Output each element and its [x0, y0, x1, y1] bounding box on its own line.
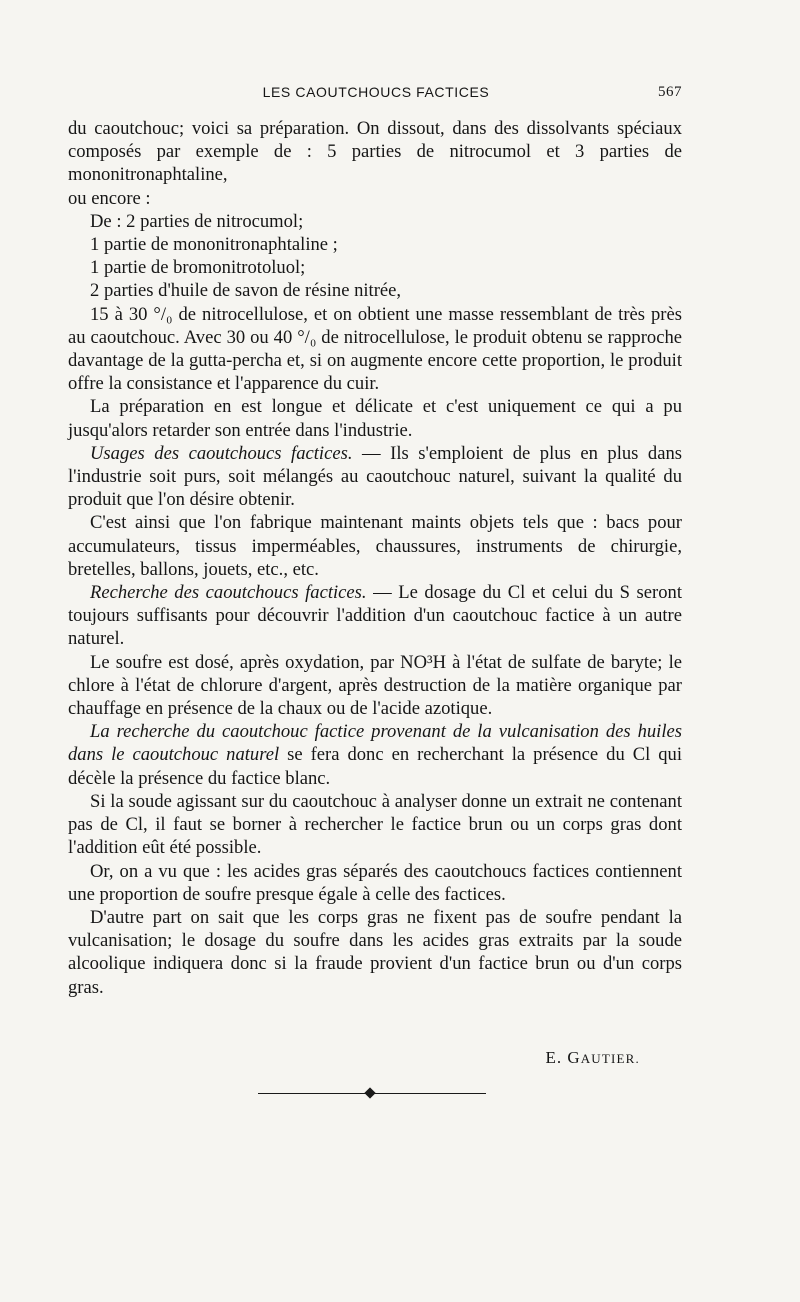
author-signature [546, 1048, 640, 1068]
section-title-usages: Usages des caoutchoucs factices. [90, 442, 353, 464]
paragraph-10: Si la soude agissant sur du caoutchouc à analyser donne un extrait ne contenant pas de Cl, il faut se borner à rechercher le factice brun ou un corps gras dont l'addition eût été possible. [68, 790, 682, 859]
paragraph-5-text: — Ils s'emploient de plus en plus dans l'industrie soit purs, soit mélangés au caoutchouc naturel, suivant la qualité du produit que l'on désire obtenir. [68, 442, 683, 511]
paragraph-7 [68, 581, 682, 651]
paragraph-1: du caoutchouc; voici sa préparation. On dissout, dans des dissolvants spéciaux composés par exemple de : 5 parties de nitrocumol et 3 parties de mononitronaphtaline, [68, 118, 682, 186]
running-header [70, 84, 682, 110]
paragraph-2: ou encore : [68, 187, 151, 209]
diamond-icon [364, 1087, 375, 1098]
paragraph-4: La préparation en est longue et délicate et c'est uniquement ce qui a pu jusqu'alors retarder son entrée dans l'industrie. [68, 396, 682, 441]
page-number: 567 [658, 84, 682, 100]
body-text [68, 117, 682, 999]
paragraph-9-text: se fera donc en recherchant la présence du Cl qui décèle la présence du factice blanc. [68, 744, 683, 789]
paragraph-9-italic: La recherche du caoutchouc factice provenant de la vulcanisation des huiles dans le caoutchouc naturel [68, 721, 682, 766]
paragraph-8: Le soufre est dosé, après oxydation, par NO³H à l'état de sulfate de baryte; le chlore à l'état de chlorure d'argent, après destruction de la matière organique par chauffage en présence de la chaux ou de l'acide azotique. [68, 651, 682, 720]
list-item-2: 1 partie de mononitronaphtaline ; [90, 234, 338, 256]
paragraph-3: 15 à 30 °/₀ de nitrocellulose, et on obtient une masse ressemblant de très près au caoutchouc. Avec 30 ou 40 °/₀ de nitrocellulose, le produit obtenu se rapproche davantage de la gutta-percha et, si on augmente encore cette proportion, le produit offre la consistance et l'apparence du cuir. [68, 303, 682, 395]
list-item-4: 2 parties d'huile de savon de résine nitrée, [90, 280, 402, 302]
running-title: LES CAOUTCHOUCS FACTICES [262, 84, 490, 100]
signature-rest: AUTIER. [580, 1051, 640, 1066]
paragraph-6: C'est ainsi que l'on fabrique maintenant maints objets tels que : bacs pour accumulateurs, tissus imperméables, chaussures, instruments de chirurgie, bretelles, ballons, jouets, etc., etc. [68, 512, 682, 580]
end-ornament-rule [258, 1088, 486, 1100]
signature-initial: E. G [545, 1048, 581, 1067]
paragraph-12: D'autre part on sait que les corps gras ne fixent pas de soufre pendant la vulcanisation; le dosage du soufre dans les acides gras extraits par la soude alcoolique indiquera donc si la fraude provient d'un factice brun ou d'un corps gras. [68, 906, 682, 998]
list-item-1: De : 2 parties de nitrocumol; [90, 210, 304, 232]
section-title-recherche: Recherche des caoutchoucs factices. [90, 582, 367, 604]
paragraph-5 [68, 442, 682, 512]
paragraph-9 [68, 720, 682, 790]
list-item-3: 1 partie de bromonitrotoluol; [90, 257, 306, 279]
paragraph-11: Or, on a vu que : les acides gras séparés des caoutchoucs factices contiennent une proportion de soufre presque égale à celle des factices. [68, 860, 682, 905]
paragraph-7-text: — Le dosage du Cl et celui du S seront toujours suffisants pour découvrir l'addition d'un caoutchouc factice à un autre naturel. [68, 582, 682, 650]
